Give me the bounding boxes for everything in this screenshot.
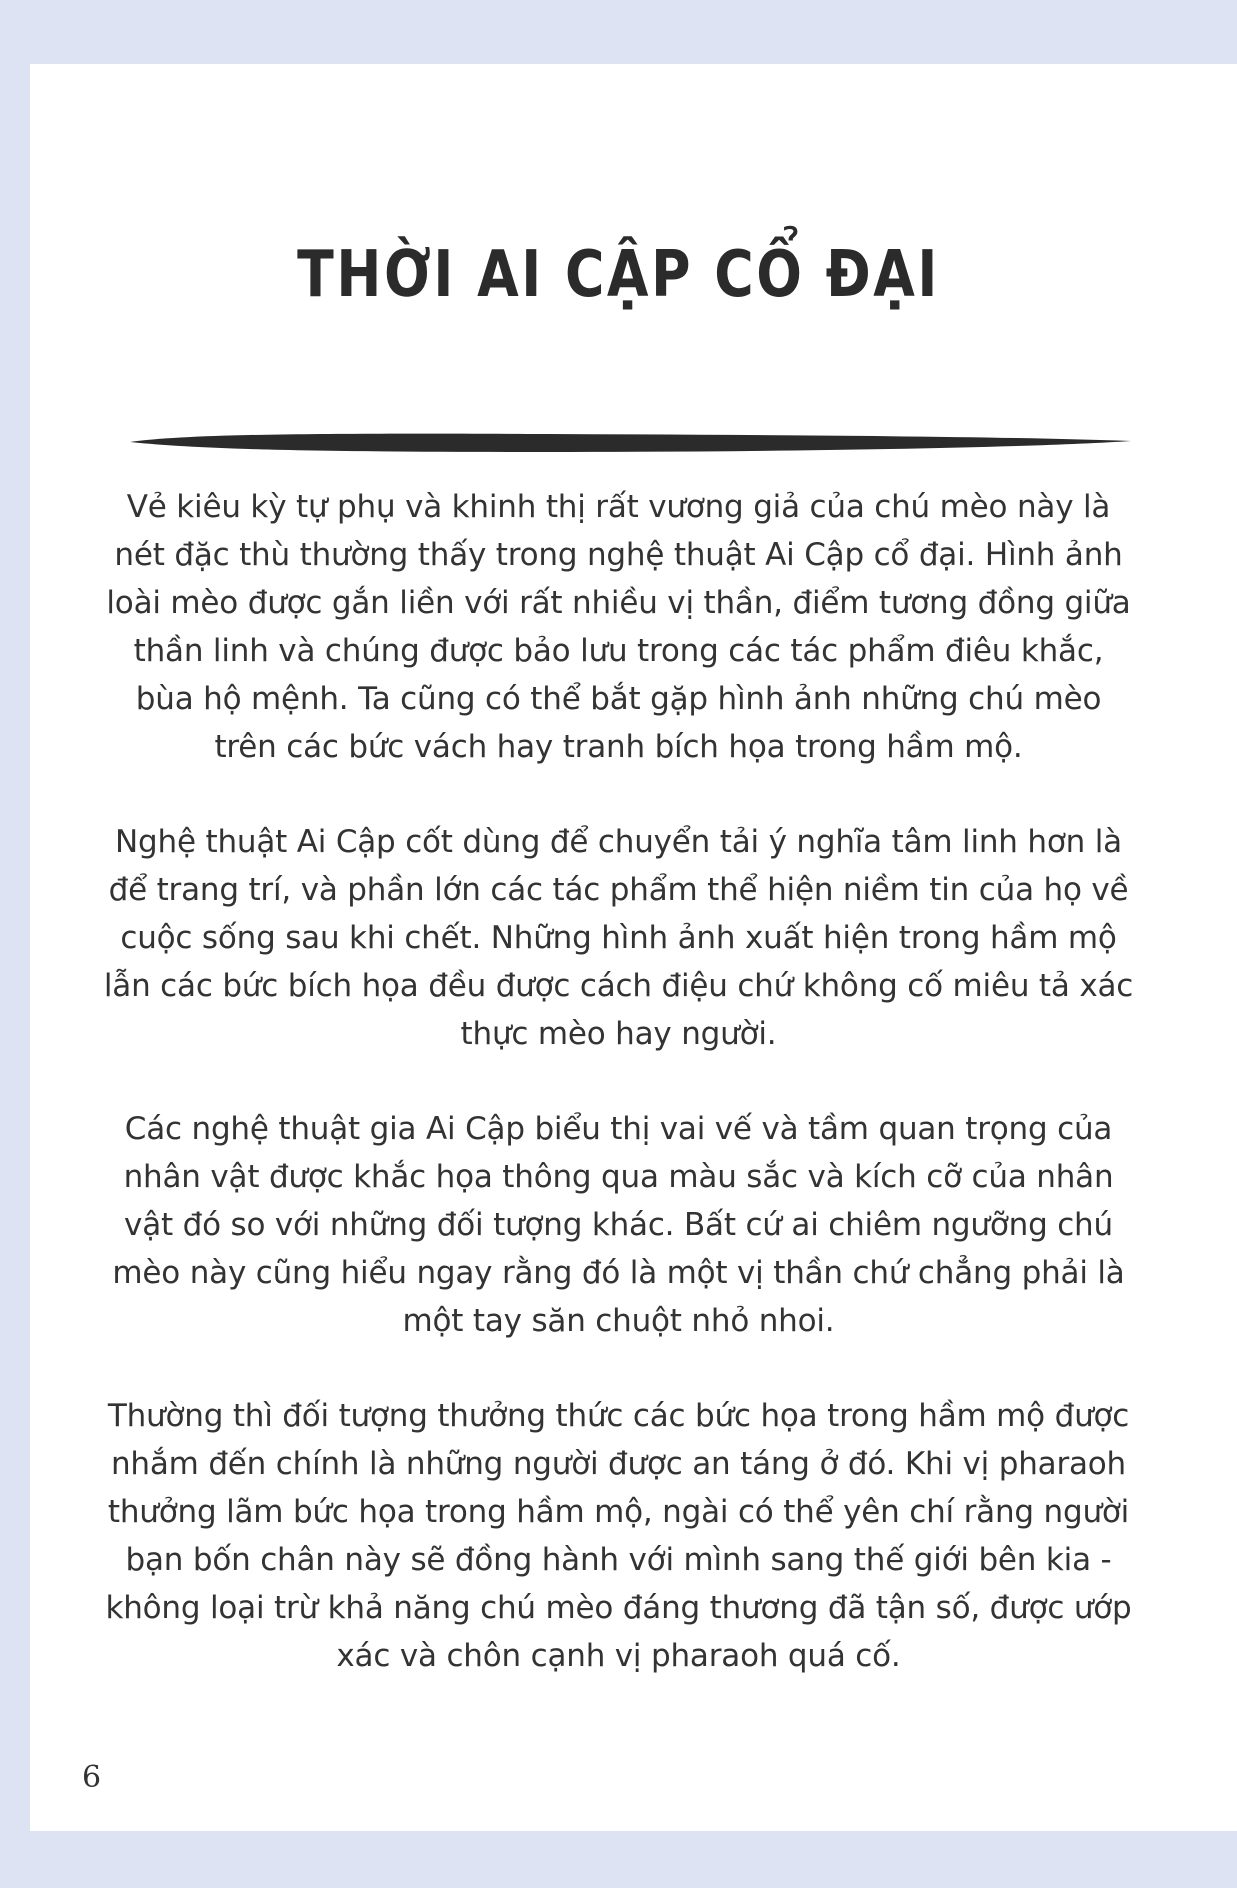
paragraph-tomb-viewers: Thường thì đối tượng thưởng thức các bức họa trong hầm mộ được nhắm đến chính là những người được an táng ở đó. Khi vị pharaoh thưởng lãm bức họa trong hầm mộ, ngài có thể yên chí rằng người bạn bốn chân này sẽ đồng hành với mình sang thế giới bên kia - không loại trừ khả năng chú mèo đáng thương đã tận số, được ướp xác và chôn cạnh vị pharaoh quá cố. (105, 1398, 1132, 1674)
brush-stroke-divider (128, 428, 1133, 460)
paragraph-status-size: Các nghệ thuật gia Ai Cập biểu thị vai vế và tầm quan trọng của nhân vật được khắc họa thông qua màu sắc và kích cỡ của nhân vật đó so với những đối tượng khác. Bất cứ ai chiêm ngưỡng chú mèo này cũng hiểu ngay rằng đó là một vị thần chứ chẳng phải là một tay săn chuột nhỏ nhoi. (112, 1111, 1125, 1339)
chapter-title: THỜI AI CẬP CỔ ĐẠI (297, 238, 940, 312)
page-number: 6 (82, 1760, 102, 1795)
paragraph-intro: Vẻ kiêu kỳ tự phụ và khinh thị rất vương giả của chú mèo này là nét đặc thù thường thấy trong nghệ thuật Ai Cập cổ đại. Hình ảnh loài mèo được gắn liền với rất nhiều vị thần, điểm tương đồng giữa thần linh và chúng được bảo lưu trong các tác phẩm điêu khắc, bùa hộ mệnh. Ta cũng có thể bắt gặp hình ảnh những chú mèo trên các bức vách hay tranh bích họa trong hầm mộ. (106, 489, 1131, 765)
paragraph-spiritual-art: Nghệ thuật Ai Cập cốt dùng để chuyển tải ý nghĩa tâm linh hơn là để trang trí, và phần lớn các tác phẩm thể hiện niềm tin của họ về cuộc sống sau khi chết. Những hình ảnh xuất hiện trong hầm mộ lẫn các bức bích họa đều được cách điệu chứ không cố miêu tả xác thực mèo hay người. (103, 824, 1134, 1052)
